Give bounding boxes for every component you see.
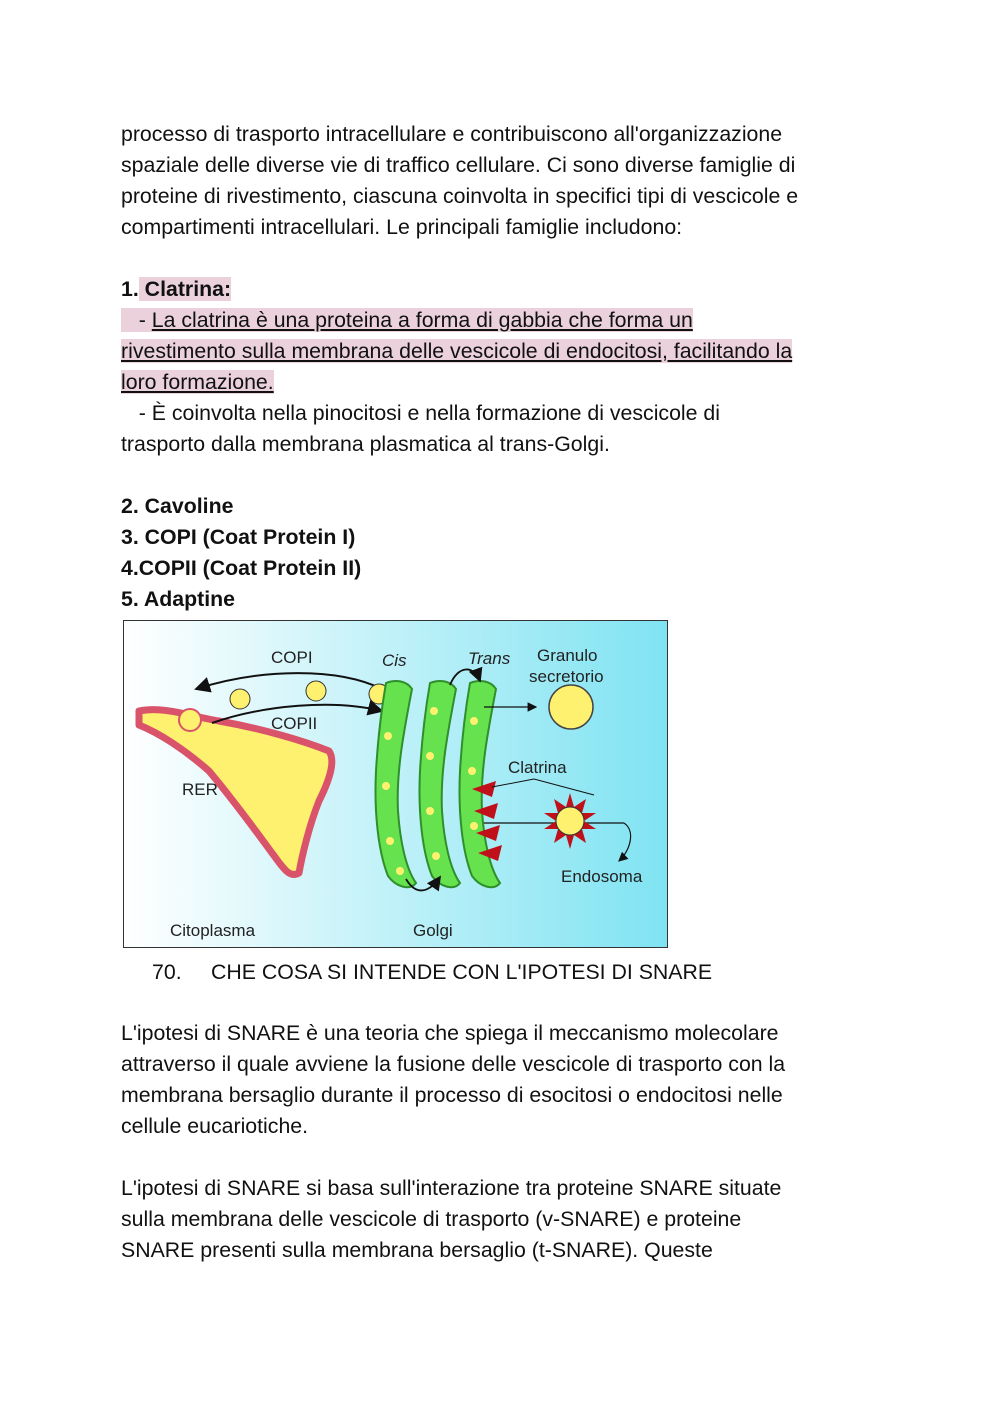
- label-secretorio: secretorio: [529, 667, 604, 686]
- snare-line: SNARE presenti sulla membrana bersaglio (t-SNARE). Queste: [121, 1238, 713, 1262]
- vesicle: [179, 709, 201, 731]
- snare-line: L'ipotesi di SNARE è una teoria che spiega il meccanismo molecolare: [121, 1021, 779, 1045]
- intro-line: spaziale delle diverse vie di traffico cellulare. Ci sono diverse famiglie di: [121, 153, 796, 177]
- family-item: 4.COPII (Coat Protein II): [121, 556, 362, 580]
- snare-text: [121, 1018, 881, 1266]
- vesicle: [230, 689, 250, 709]
- clatrina-highlight-text: rivestimento sulla membrana delle vescicole di endocitosi, facilitando la: [121, 339, 793, 363]
- intro-line: proteine di rivestimento, ciascuna coinvolta in specifici tipi di vescicole e: [121, 184, 799, 208]
- clatrina-highlight-text: loro formazione.: [121, 370, 274, 394]
- clatrina-highlight-text: La clatrina è una proteina a forma di gabbia che forma un: [151, 308, 693, 332]
- label-copii: COPII: [271, 714, 318, 733]
- clatrina-number: 1.: [121, 277, 139, 301]
- label-cis: Cis: [382, 651, 407, 670]
- label-citoplasma: Citoplasma: [170, 921, 256, 940]
- section-title: CHE COSA SI INTENDE CON L'IPOTESI DI SNARE: [211, 960, 713, 984]
- clatrina-heading: [121, 274, 881, 305]
- label-rer: RER: [182, 780, 218, 799]
- section-heading: [152, 957, 712, 988]
- label-endosoma: Endosoma: [561, 867, 643, 886]
- golgi-diagram: [123, 620, 668, 948]
- intro-line: compartimenti intracellulari. Le principali famiglie includono:: [121, 215, 683, 239]
- label-trans: Trans: [468, 649, 511, 668]
- snare-line: membrana bersaglio durante il processo di esocitosi o endocitosi nelle: [121, 1083, 783, 1107]
- granulo-secretorio: [549, 685, 593, 729]
- snare-line: L'ipotesi di SNARE si basa sull'interazione tra proteine SNARE situate: [121, 1176, 782, 1200]
- clatrina-bullet2-line: trasporto dalla membrana plasmatica al trans-Golgi.: [121, 432, 610, 456]
- family-item: 5. Adaptine: [121, 587, 235, 611]
- section-number: 70.: [152, 960, 182, 984]
- clatrina-bullet1-line: [121, 305, 881, 336]
- label-granulo: Granulo: [537, 646, 598, 665]
- document-body: [121, 119, 881, 615]
- snare-line: attraverso il quale avviene la fusione delle vescicole di trasporto con la: [121, 1052, 786, 1076]
- snare-line: sulla membrana delle vescicole di trasporto (v-SNARE) e proteine: [121, 1207, 742, 1231]
- label-copi: COPI: [271, 648, 313, 667]
- label-clatrina: Clatrina: [508, 758, 567, 777]
- golgi-diagram-svg: [124, 621, 668, 948]
- clatrina-bullet1-line: [121, 336, 881, 367]
- clatrina-bullet-prefix: -: [121, 308, 152, 332]
- clatrina-bullet2-line: - È coinvolta nella pinocitosi e nella formazione di vescicole di: [121, 401, 720, 425]
- label-golgi: Golgi: [413, 921, 453, 940]
- clatrina-bullet1-line: [121, 367, 881, 398]
- intro-line: processo di trasporto intracellulare e contribuiscono all'organizzazione: [121, 122, 783, 146]
- vesicle: [306, 681, 326, 701]
- family-item: 2. Cavoline: [121, 494, 234, 518]
- clatrina-title: Clatrina:: [138, 277, 232, 301]
- family-item: 3. COPI (Coat Protein I): [121, 525, 356, 549]
- snare-line: cellule eucariotiche.: [121, 1114, 309, 1138]
